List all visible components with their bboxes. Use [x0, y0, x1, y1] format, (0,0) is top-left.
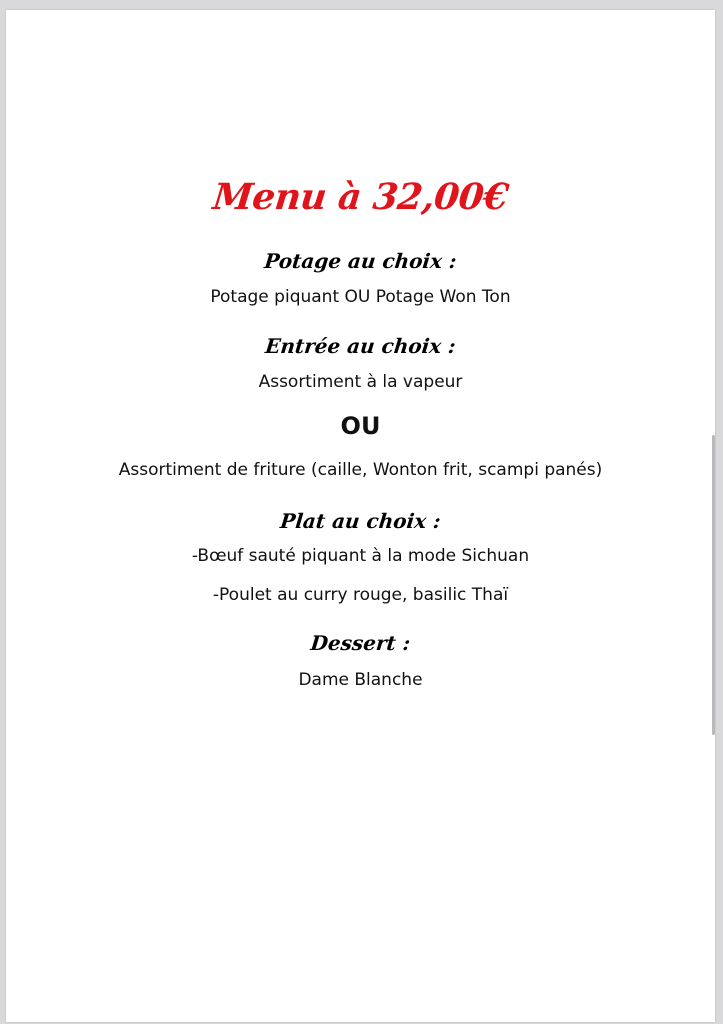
potage-item: Potage piquant OU Potage Won Ton: [210, 287, 511, 307]
plat-item-beef: -Bœuf sauté piquant à la mode Sichuan: [191, 546, 530, 566]
section-heading-dessert: Dessert :: [309, 631, 412, 655]
entree-item-steamed: Assortiment à la vapeur: [258, 372, 463, 392]
section-heading-entree: Entrée au choix :: [264, 334, 457, 358]
plat-item-chicken: -Poulet au curry rouge, basilic Thaï: [212, 585, 509, 605]
entree-or-separator: OU: [340, 412, 381, 440]
document-page: [6, 10, 715, 1022]
dessert-item: Dame Blanche: [298, 670, 423, 690]
menu-title: Menu à 32,00€: [210, 176, 511, 218]
entree-item-fried: Assortiment de friture (caille, Wonton frit, scampi panés): [118, 460, 603, 480]
section-heading-plat: Plat au choix :: [279, 509, 442, 533]
section-heading-potage: Potage au choix :: [263, 249, 458, 273]
vertical-scrollbar[interactable]: [712, 435, 715, 735]
